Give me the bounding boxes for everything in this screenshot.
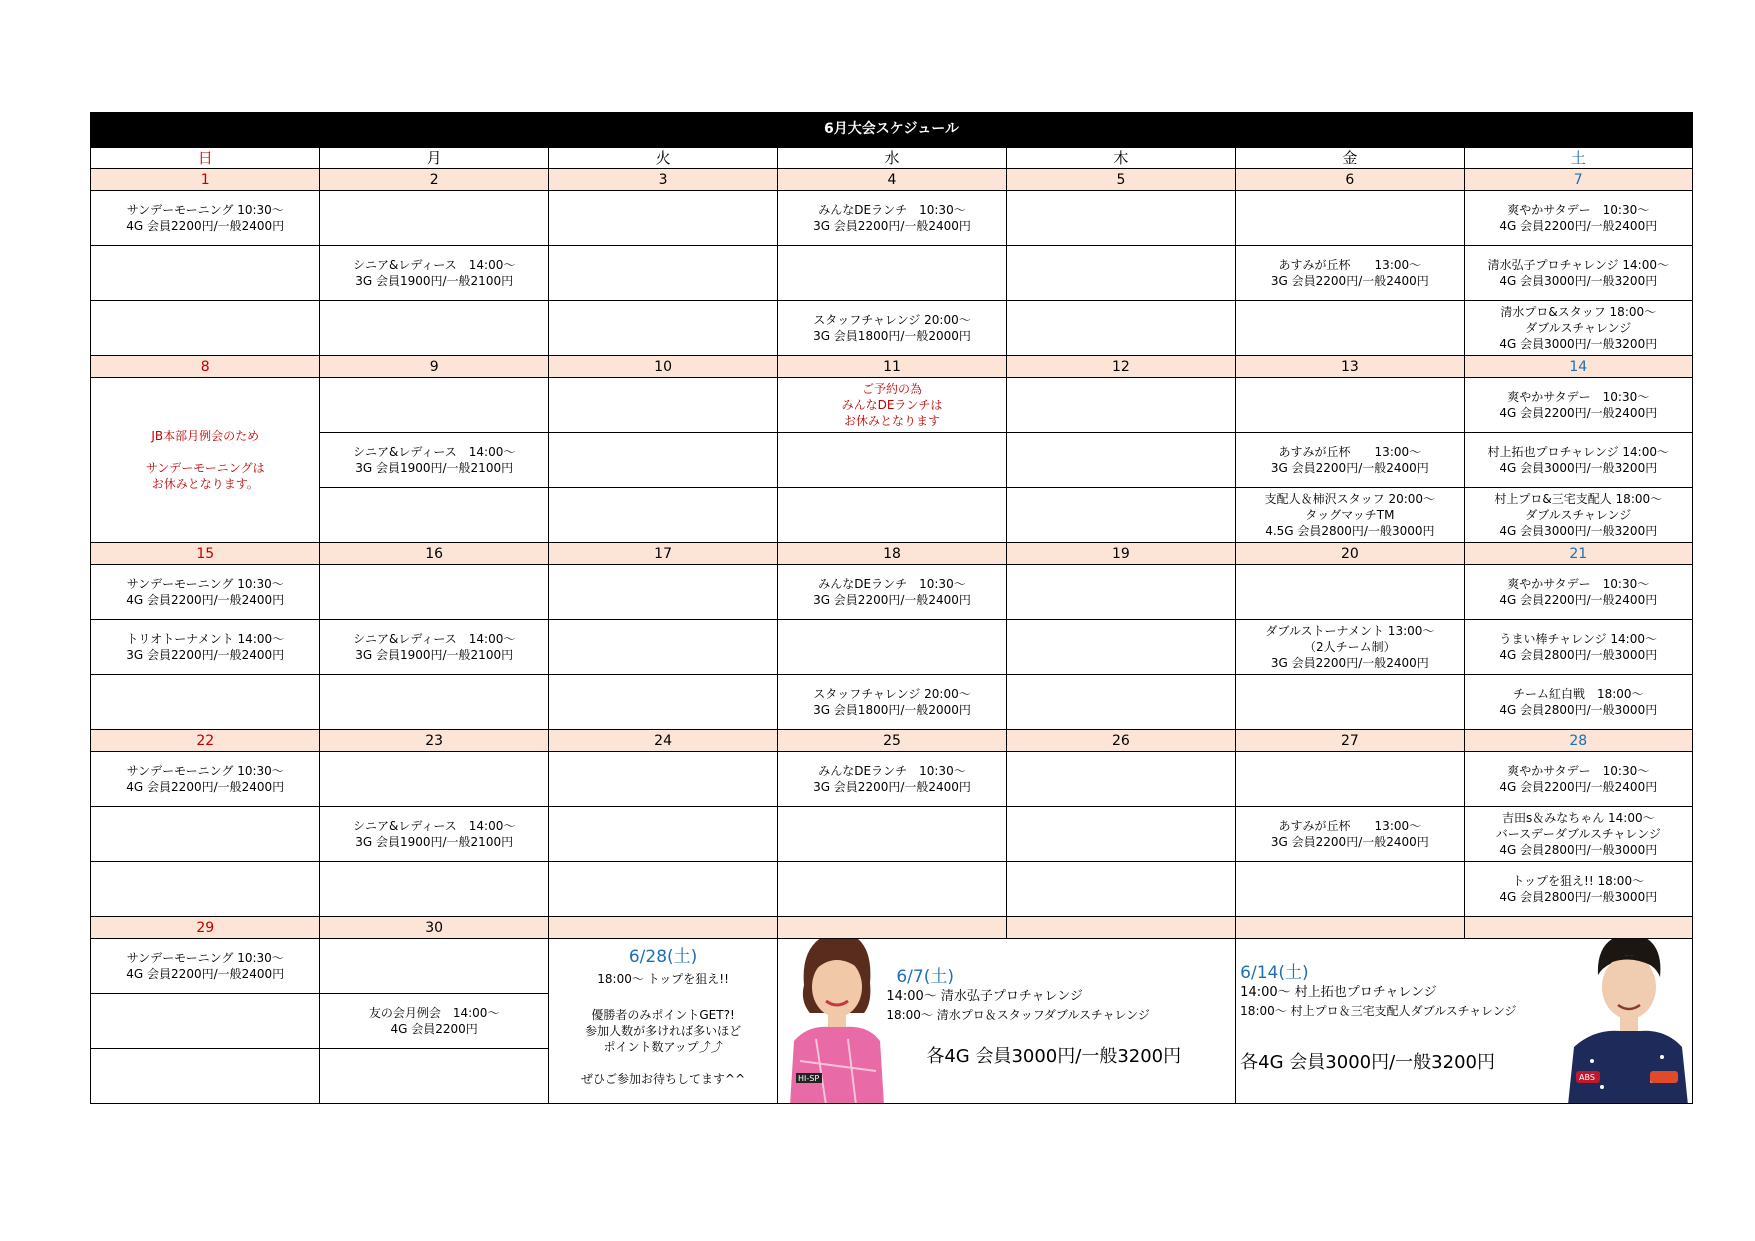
event-cell	[1006, 565, 1235, 620]
event-cell	[320, 565, 548, 620]
event-cell: ダブルストーナメント 13:00～ （2人チーム制） 3G 会員2200円/一般2400円	[1236, 620, 1464, 675]
event-cell	[320, 862, 548, 917]
event-cell	[91, 246, 320, 301]
event-cell: 清水プロ&スタッフ 18:00～ ダブルスチャレンジ 4G 会員3000円/一般3200円	[1464, 301, 1692, 356]
event-cell: 爽やかサタデー 10:30～ 4G 会員2200円/一般2400円	[1464, 191, 1692, 246]
event-cell	[91, 862, 320, 917]
event-cell	[91, 1049, 320, 1104]
event-cell	[91, 675, 320, 730]
promo-event-line: 14:00～ 村上拓也プロチャレンジ	[1240, 985, 1437, 1000]
promo-panel-0607	[778, 939, 1236, 1104]
event-cell: 吉田s＆みなちゃん 14:00～ バースデーダブルスチャレンジ 4G 会員2800円/一般3000円	[1464, 807, 1692, 862]
event-cell: あすみが丘杯 13:00～ 3G 会員2200円/一般2400円	[1236, 246, 1464, 301]
event-cell: あすみが丘杯 13:00～ 3G 会員2200円/一般2400円	[1236, 433, 1464, 488]
event-cell	[91, 301, 320, 356]
event-cell	[548, 301, 777, 356]
promo-event-line: 18:00～ 村上プロ＆三宅支配人ダブルスチャレンジ	[1240, 1004, 1517, 1018]
event-cell: 爽やかサタデー 10:30～ 4G 会員2200円/一般2400円	[1464, 378, 1692, 433]
event-cell	[1006, 675, 1235, 730]
weekday-header: 水	[778, 147, 1006, 169]
date-cell: 27	[1236, 730, 1464, 752]
weekday-header: 金	[1236, 147, 1464, 169]
event-cell	[778, 620, 1006, 675]
event-cell: 村上拓也プロチャレンジ 14:00～ 4G 会員3000円/一般3200円	[1464, 433, 1692, 488]
event-cell: みんなDEランチ 10:30～ 3G 会員2200円/一般2400円	[778, 191, 1006, 246]
date-cell: 2	[320, 169, 548, 191]
event-cell	[1006, 191, 1235, 246]
date-cell: 18	[778, 543, 1006, 565]
date-cell: 17	[548, 543, 777, 565]
weekday-header: 火	[548, 147, 777, 169]
promo-date: 6/28(土)	[628, 947, 698, 967]
date-cell: 3	[548, 169, 777, 191]
event-cell	[548, 620, 777, 675]
closure-note: ご予約の為 みんなDEランチは お休みとなります	[778, 378, 1006, 433]
event-cell: シニア&レディース 14:00～ 3G 会員1900円/一般2100円	[320, 807, 548, 862]
promo-date: 6/7(土)	[896, 967, 954, 987]
date-cell: 13	[1236, 356, 1464, 378]
date-cell: 25	[778, 730, 1006, 752]
event-cell: 支配人＆柿沢スタッフ 20:00～ タッグマッチTM 4.5G 会員2800円/一般3000円	[1236, 488, 1464, 543]
event-cell	[1236, 191, 1464, 246]
date-cell: 23	[320, 730, 548, 752]
date-cell-empty	[548, 917, 777, 939]
event-cell: 村上プロ&三宅支配人 18:00～ ダブルスチャレンジ 4G 会員3000円/一般3200円	[1464, 488, 1692, 543]
event-cell	[320, 378, 548, 433]
event-cell: サンデーモーニング 10:30～ 4G 会員2200円/一般2400円	[91, 191, 320, 246]
date-cell: 14	[1464, 356, 1692, 378]
event-cell: うまい棒チャレンジ 14:00～ 4G 会員2800円/一般3000円	[1464, 620, 1692, 675]
event-cell	[1006, 620, 1235, 675]
date-cell: 30	[320, 917, 548, 939]
date-cell-empty	[778, 917, 1006, 939]
event-cell	[91, 994, 320, 1049]
event-cell	[548, 488, 777, 543]
event-cell	[320, 752, 548, 807]
event-cell	[1006, 752, 1235, 807]
event-cell	[320, 1049, 548, 1104]
event-cell	[548, 675, 777, 730]
closure-note: JB本部月例会のため サンデーモーニングは お休みとなります。	[91, 378, 320, 543]
event-cell: シニア&レディース 14:00～ 3G 会員1900円/一般2100円	[320, 246, 548, 301]
event-cell	[1006, 378, 1235, 433]
event-cell	[1006, 488, 1235, 543]
event-cell	[320, 191, 548, 246]
event-cell	[778, 807, 1006, 862]
date-cell: 16	[320, 543, 548, 565]
event-cell: シニア&レディース 14:00～ 3G 会員1900円/一般2100円	[320, 620, 548, 675]
event-cell	[320, 301, 548, 356]
event-cell: 清水弘子プロチャレンジ 14:00～ 4G 会員3000円/一般3200円	[1464, 246, 1692, 301]
event-cell	[1236, 862, 1464, 917]
event-cell	[91, 807, 320, 862]
promo-panel-0614	[1236, 939, 1693, 1104]
event-cell	[1236, 378, 1464, 433]
event-cell	[1236, 752, 1464, 807]
event-cell	[778, 246, 1006, 301]
date-cell-empty	[1464, 917, 1692, 939]
schedule-title: 6月大会スケジュール	[91, 113, 1693, 147]
event-cell: あすみが丘杯 13:00～ 3G 会員2200円/一般2400円	[1236, 807, 1464, 862]
date-cell: 26	[1006, 730, 1235, 752]
event-cell	[548, 807, 777, 862]
schedule-table	[90, 112, 1693, 1104]
weekday-header: 日	[91, 147, 320, 169]
date-cell: 1	[91, 169, 320, 191]
date-cell: 12	[1006, 356, 1235, 378]
event-cell	[1236, 301, 1464, 356]
promo-body: 優勝者のみポイントGET?! 参加人数が多ければ多いほど ポイント数アップ⤴⤴ ぜひご参加お待ちしてます^^	[581, 1008, 746, 1086]
weekday-header: 土	[1464, 147, 1692, 169]
male-pro-bowler-photo	[1562, 939, 1692, 1104]
event-cell	[320, 675, 548, 730]
date-cell: 20	[1236, 543, 1464, 565]
promo-panel-0628	[548, 939, 777, 1104]
date-cell: 21	[1464, 543, 1692, 565]
promo-event-line: 18:00～ トップを狙え!!	[597, 972, 729, 986]
date-cell: 22	[91, 730, 320, 752]
event-cell	[548, 565, 777, 620]
event-cell	[548, 862, 777, 917]
date-cell: 10	[548, 356, 777, 378]
promo-date: 6/14(土)	[1240, 963, 1309, 983]
date-cell-empty	[1236, 917, 1464, 939]
event-cell: トップを狙え!! 18:00～ 4G 会員2800円/一般3000円	[1464, 862, 1692, 917]
event-cell: スタッフチャレンジ 20:00～ 3G 会員1800円/一般2000円	[778, 301, 1006, 356]
event-cell	[1006, 301, 1235, 356]
event-cell	[778, 488, 1006, 543]
event-cell: シニア&レディース 14:00～ 3G 会員1900円/一般2100円	[320, 433, 548, 488]
event-cell: みんなDEランチ 10:30～ 3G 会員2200円/一般2400円	[778, 565, 1006, 620]
date-cell: 24	[548, 730, 777, 752]
promo-price: 各4G 会員3000円/一般3200円	[1240, 1052, 1495, 1073]
date-cell: 9	[320, 356, 548, 378]
date-cell: 29	[91, 917, 320, 939]
event-cell	[548, 752, 777, 807]
event-cell: みんなDEランチ 10:30～ 3G 会員2200円/一般2400円	[778, 752, 1006, 807]
date-cell: 15	[91, 543, 320, 565]
weekday-header: 月	[320, 147, 548, 169]
female-pro-bowler-photo	[786, 939, 886, 1104]
date-cell-empty	[1006, 917, 1235, 939]
event-cell	[1236, 675, 1464, 730]
date-cell: 11	[778, 356, 1006, 378]
date-cell: 19	[1006, 543, 1235, 565]
event-cell: サンデーモーニング 10:30～ 4G 会員2200円/一般2400円	[91, 939, 320, 994]
event-cell: スタッフチャレンジ 20:00～ 3G 会員1800円/一般2000円	[778, 675, 1006, 730]
date-cell: 28	[1464, 730, 1692, 752]
event-cell: サンデーモーニング 10:30～ 4G 会員2200円/一般2400円	[91, 565, 320, 620]
event-cell	[548, 191, 777, 246]
event-cell: サンデーモーニング 10:30～ 4G 会員2200円/一般2400円	[91, 752, 320, 807]
date-cell: 6	[1236, 169, 1464, 191]
event-cell	[1006, 246, 1235, 301]
event-cell: 爽やかサタデー 10:30～ 4G 会員2200円/一般2400円	[1464, 565, 1692, 620]
event-cell	[1006, 807, 1235, 862]
date-cell: 8	[91, 356, 320, 378]
event-cell	[548, 246, 777, 301]
event-cell	[778, 862, 1006, 917]
event-cell	[320, 488, 548, 543]
promo-event-line: 18:00～ 清水プロ＆スタッフダブルスチャレンジ	[886, 1008, 1150, 1022]
svg-text:ABS: ABS	[1579, 1073, 1595, 1082]
date-cell: 7	[1464, 169, 1692, 191]
promo-event-line: 14:00～ 清水弘子プロチャレンジ	[886, 989, 1083, 1004]
event-cell	[1006, 862, 1235, 917]
event-cell	[548, 433, 777, 488]
weekday-header: 木	[1006, 147, 1235, 169]
date-cell: 5	[1006, 169, 1235, 191]
event-cell	[320, 939, 548, 994]
event-cell: 爽やかサタデー 10:30～ 4G 会員2200円/一般2400円	[1464, 752, 1692, 807]
event-cell	[548, 378, 777, 433]
event-cell: チーム紅白戦 18:00～ 4G 会員2800円/一般3000円	[1464, 675, 1692, 730]
svg-text:HI-SP: HI-SP	[798, 1074, 820, 1083]
event-cell	[1006, 433, 1235, 488]
date-cell: 4	[778, 169, 1006, 191]
event-cell: トリオトーナメント 14:00～ 3G 会員2200円/一般2400円	[91, 620, 320, 675]
event-cell	[778, 433, 1006, 488]
event-cell: 友の会月例会 14:00～ 4G 会員2200円	[320, 994, 548, 1049]
promo-price: 各4G 会員3000円/一般3200円	[926, 1046, 1182, 1067]
event-cell	[1236, 565, 1464, 620]
